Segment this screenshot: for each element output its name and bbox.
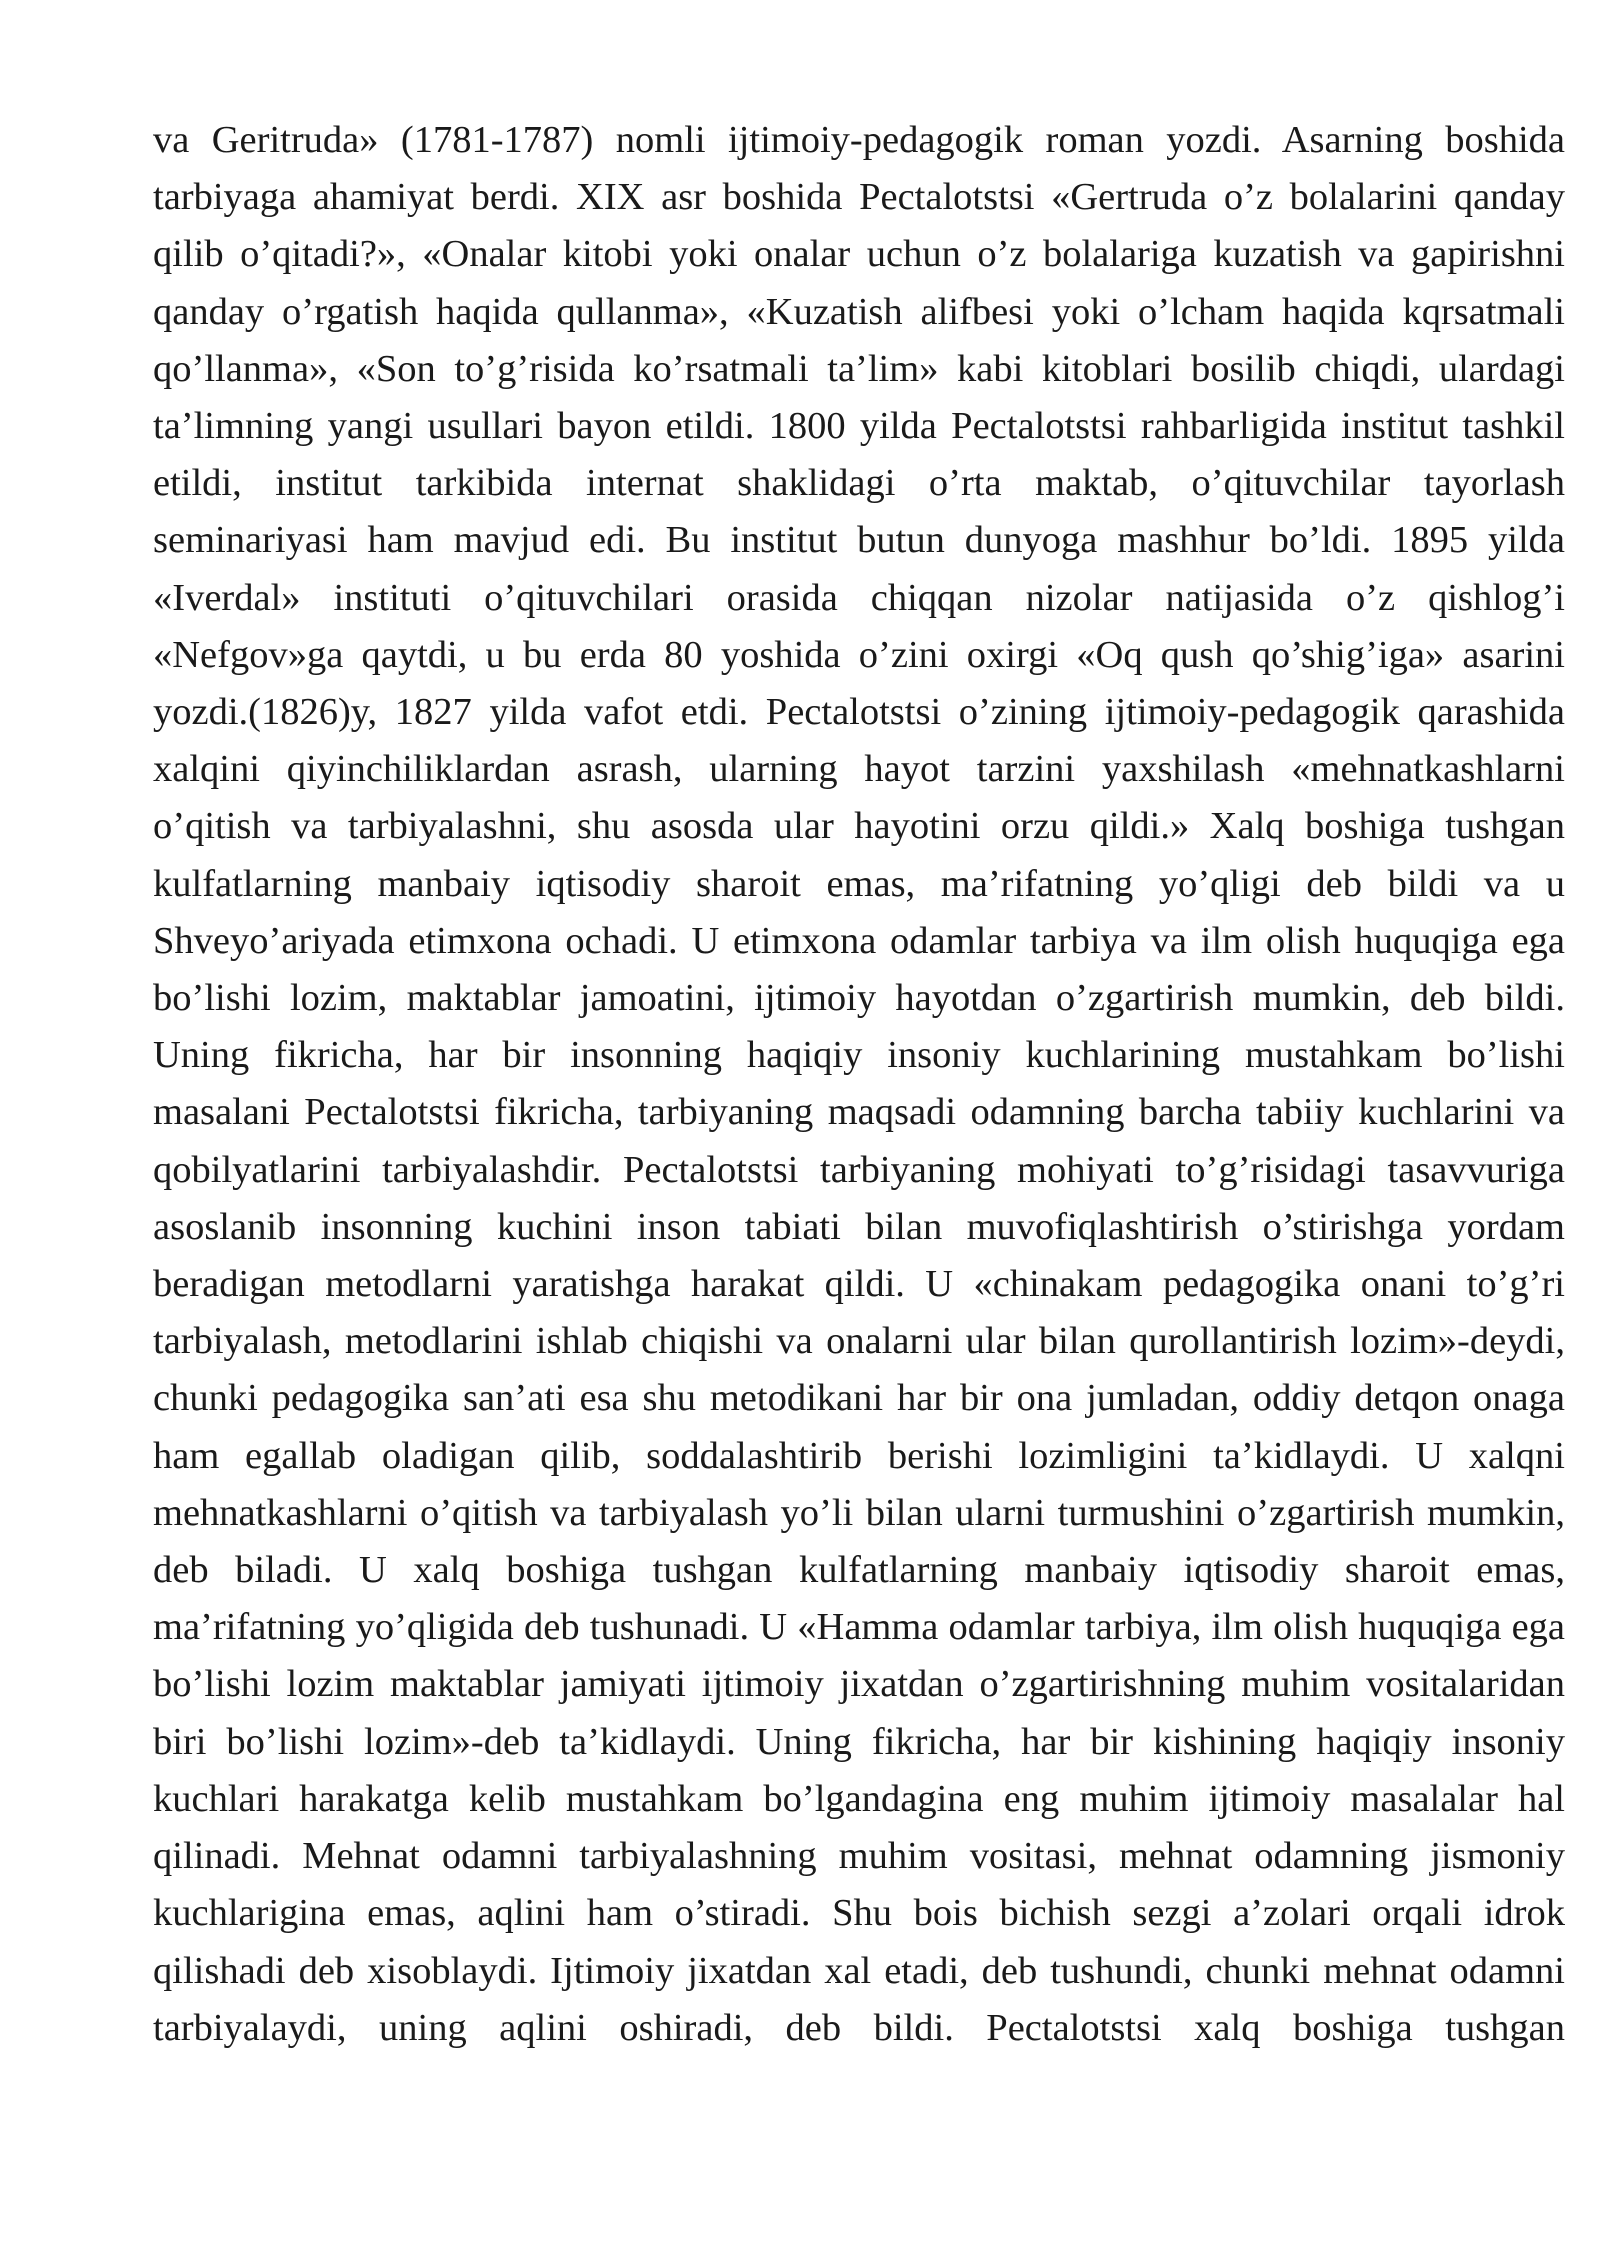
body-paragraph: va Geritruda» (1781-1787) nomli ijtimoiy-pedagogik roman yozdi. Asarning boshida tarbiyaga ahamiyat berdi. XIX asr boshida Pectalotstsi «Gertruda o’z bolalarini qanday qilib o’qitadi?», «Onalar kitobi yoki onalar uchun o’z bolalariga kuzatish va gapirishni qanday o’rgatish haqida qullanma», «Kuzatish alifbesi yoki o’lcham haqida kqrsatmali qo’llanma», «Son to’g’risida ko’rsatmali ta’lim» kabi kitoblari bosilib chiqdi, ulardagi ta’limning yangi usullari bayon etildi. 1800 yilda Pectalotstsi rahbarligida institut tashkil etildi, institut tarkibida internat shaklidagi o’rta maktab, o’qituvchilar tayorlash seminariyasi ham mavjud edi. Bu institut butun dunyoga mashhur bo’ldi. 1895 yilda «Iverdal» instituti o’qituvchilari orasida chiqqan nizolar natijasida o’z qishlog’i «Nefgov»ga qaytdi, u bu erda 80 yoshida o’zini oxirgi «Oq qush qo’shig’iga» asarini yozdi.(1826)y, 1827 yilda vafot etdi. Pectalotstsi o’zining ijtimoiy-pedagogik qarashida xalqini qiyinchiliklardan asrash, ularning hayot tarzini yaxshilash «mehnatkashlarni o’qitish va tarbiyalashni, shu asosda ular hayotini orzu qildi.» Xalq boshiga tushgan kulfatlarning manbaiy iqtisodiy sharoit emas, ma’rifatning yo’qligi deb bildi va u Shveyo’ariyada etimxona ochadi. U etimxona odamlar tarbiya va ilm olish huquqiga ega bo’lishi lozim, maktablar jamoatini, ijtimoiy hayotdan o’zgartirish mumkin, deb bildi. Uning fikricha, har bir insonning haqiqiy insoniy kuchlarining mustahkam bo’lishi masalani Pectalotstsi fikricha, tarbiyaning maqsadi odamning barcha tabiiy kuchlarini va qobilyatlarini tarbiyalashdir. Pectalotstsi tarbiyaning mohiyati to’g’risidagi tasavvuriga asoslanib insonning kuchini inson tabiati bilan muvofiqlashtirish o’stirishga yordam beradigan metodlarni yaratishga harakat qildi. U «chinakam pedagogika onani to’g’ri tarbiyalash, metodlarini ishlab chiqishi va onalarni ular bilan qurollantirish lozim»-deydi, chunki pedagogika san’ati esa shu metodikani har bir ona jumladan, oddiy detqon onaga ham egallab oladigan qilib, soddalashtirib berishi lozimligini ta’kidlaydi. U xalqni mehnatkashlarni o’qitish va tarbiyalash yo’li bilan ularni turmushini o’zgartirish mumkin, deb biladi. U xalq boshiga tushgan kulfatlarning manbaiy iqtisodiy sharoit emas, ma’rifatning yo’qligida deb tushunadi. U «Hamma odamlar tarbiya, ilm olish huquqiga ega bo’lishi lozim maktablar jamiyati ijtimoiy jixatdan o’zgartirishning muhim vositalaridan biri bo’lishi lozim»-deb ta’kidlaydi. Uning fikricha, har bir kishining haqiqiy insoniy kuchlari harakatga kelib mustahkam bo’lgandagina eng muhim ijtimoiy masalalar hal qilinadi. Mehnat odamni tarbiyalashning muhim vositasi, mehnat odamning jismoniy kuchlarigina emas, aqlini ham o’stiradi. Shu bois bichish sezgi a’zolari orqali idrok qilishadi deb xisoblaydi. Ijtimoiy jixatdan xal etadi, deb tushundi, chunki mehnat odamni tarbiyalaydi, uning aqlini oshiradi, deb bildi. Pectalotstsi xalq boshiga tushgan: [153, 119, 1565, 2049]
